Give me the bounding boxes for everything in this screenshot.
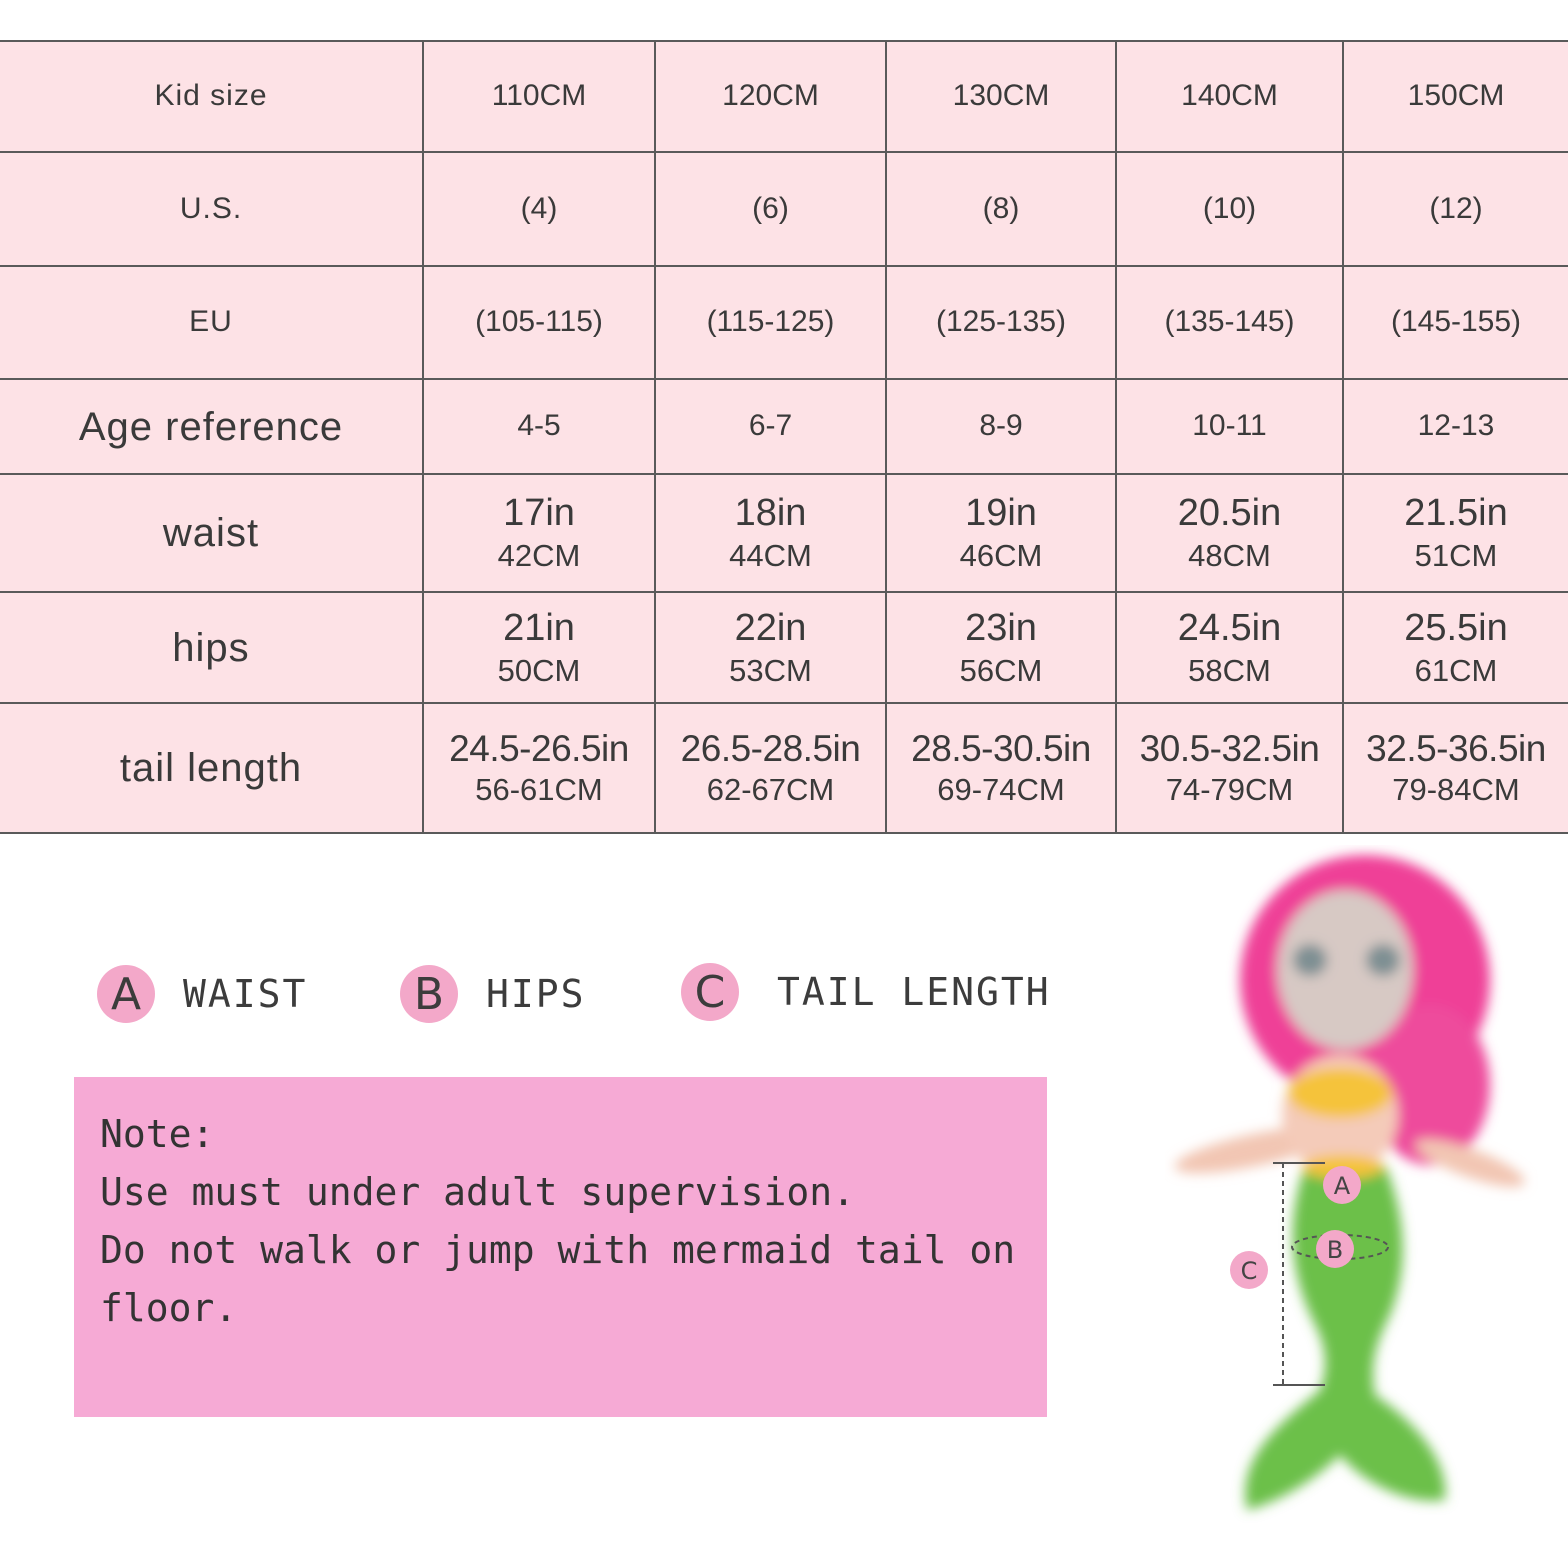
row-tail-length (0, 703, 1568, 833)
table-cell (1116, 474, 1343, 592)
value-cm: 56-61CM (475, 772, 603, 808)
value-inches: 32.5-36.5in (1366, 727, 1546, 769)
note-line: Use must under adult supervision. (100, 1170, 855, 1214)
table-cell (886, 474, 1116, 592)
table-cell (886, 592, 1116, 703)
table-cell (655, 474, 886, 592)
marker-b-label: B (1326, 1236, 1344, 1264)
table-cell (1343, 703, 1568, 833)
legend-marker-b: B (400, 965, 458, 1023)
value-cm: 69-74CM (937, 772, 1065, 808)
row-label: Age reference (0, 379, 423, 474)
value-cm: 44CM (729, 538, 812, 574)
table-cell: 4-5 (423, 379, 655, 474)
value-cm: 62-67CM (706, 772, 835, 808)
row-eu-size (0, 266, 1568, 379)
value-inches: 25.5in (1404, 606, 1508, 649)
table-cell: (8) (886, 152, 1116, 266)
table-cell: (145-155) (1343, 266, 1568, 379)
table-cell: 10-11 (1116, 379, 1343, 474)
value-cm: 50CM (497, 652, 581, 688)
value-inches: 23in (965, 606, 1037, 649)
value-cm: 42CM (497, 538, 581, 574)
value-inches: 20.5in (1177, 492, 1282, 535)
table-cell: (135-145) (1116, 266, 1343, 379)
row-label: EU (0, 266, 423, 379)
table-cell: 120CM (655, 41, 886, 152)
note-line: Do not walk or jump with mermaid tail on (100, 1228, 1016, 1272)
value-inches: 18in (734, 492, 807, 535)
table-cell (655, 703, 886, 833)
value-inches: 28.5-30.5in (911, 727, 1091, 769)
value-inches: 22in (734, 606, 807, 649)
table-cell (655, 592, 886, 703)
value-cm: 56CM (959, 652, 1043, 688)
table-cell: 110CM (423, 41, 655, 152)
row-us-size (0, 152, 1568, 266)
marker-a-label: A (1333, 1172, 1351, 1200)
table-cell: (115-125) (655, 266, 886, 379)
row-kid-size (0, 41, 1568, 152)
value-cm: 58CM (1188, 652, 1271, 688)
value-cm: 46CM (959, 538, 1043, 574)
table-cell: (10) (1116, 152, 1343, 266)
row-label: waist (0, 474, 423, 592)
marker-c-label: C (1240, 1257, 1258, 1285)
legend-marker-a: A (97, 965, 155, 1023)
table-cell: (125-135) (886, 266, 1116, 379)
table-cell (1343, 474, 1568, 592)
table-cell: 140CM (1116, 41, 1343, 152)
table-cell: 12-13 (1343, 379, 1568, 474)
size-chart-table (0, 40, 1568, 834)
row-label: U.S. (0, 152, 423, 266)
legend-tail-length (681, 960, 1051, 1024)
table-cell: 150CM (1343, 41, 1568, 152)
legend-label: WAIST (183, 972, 308, 1016)
legend-hips (400, 962, 586, 1026)
table-cell (423, 703, 655, 833)
mermaid-measurement-illustration (1165, 845, 1545, 1535)
table-cell: (6) (655, 152, 886, 266)
table-cell (886, 703, 1116, 833)
value-cm: 51CM (1414, 538, 1498, 574)
table-cell (1116, 703, 1343, 833)
value-inches: 30.5-32.5in (1139, 727, 1320, 769)
value-inches: 17in (503, 492, 575, 535)
table-cell: (4) (423, 152, 655, 266)
legend-waist (97, 962, 307, 1026)
table-cell (1343, 592, 1568, 703)
table-cell (423, 592, 655, 703)
row-label: tail length (0, 703, 423, 833)
table-cell: 8-9 (886, 379, 1116, 474)
table-cell: (12) (1343, 152, 1568, 266)
value-inches: 24.5in (1177, 606, 1282, 649)
value-cm: 79-84CM (1392, 772, 1520, 808)
row-hips (0, 592, 1568, 703)
value-cm: 53CM (729, 652, 812, 688)
table-cell: 130CM (886, 41, 1116, 152)
table-cell (423, 474, 655, 592)
table-cell: 6-7 (655, 379, 886, 474)
row-label: hips (0, 592, 423, 703)
value-cm: 74-79CM (1165, 772, 1294, 808)
table-cell (1116, 592, 1343, 703)
note-line: floor. (100, 1286, 238, 1330)
value-cm: 48CM (1188, 538, 1271, 574)
value-inches: 21.5in (1404, 492, 1508, 535)
value-inches: 26.5-28.5in (680, 727, 861, 769)
legend-label: HIPS (486, 972, 586, 1016)
value-inches: 19in (965, 492, 1037, 535)
row-label: Kid size (0, 41, 423, 152)
table-cell: (105-115) (423, 266, 655, 379)
note-title: Note: (100, 1112, 215, 1156)
legend-marker-c: C (681, 963, 739, 1021)
value-inches: 21in (503, 606, 575, 649)
legend-label: TAIL LENGTH (777, 970, 1051, 1014)
row-age-reference (0, 379, 1568, 474)
value-cm: 61CM (1414, 652, 1498, 688)
note-box (74, 1077, 1047, 1417)
row-waist (0, 474, 1568, 592)
value-inches: 24.5-26.5in (449, 727, 629, 769)
